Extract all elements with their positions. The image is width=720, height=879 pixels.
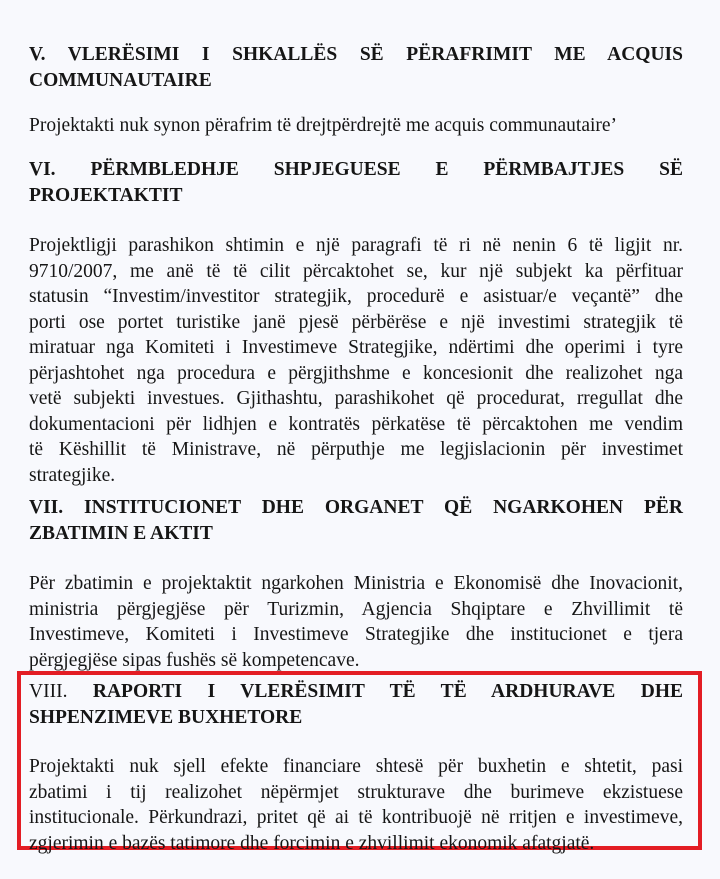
section-vi-heading — [29, 157, 683, 209]
paragraph-line: statusin “Investim/investitor strategjik, procedurë e asistuar/e veçantë” dhe — [29, 286, 683, 307]
paragraph-line: ministria përgjegjëse për Turizmin, Agjencia Shqiptare e Zhvillimit të — [29, 598, 683, 620]
section-vii-paragraph — [29, 571, 683, 673]
section-vii — [29, 495, 683, 673]
section-vii-number: VII. — [29, 497, 64, 518]
paragraph-line: zgjerimin e bazës tatimore dhe forcimin e zhvillimit ekonomik afatgjatë. — [29, 832, 595, 854]
section-viii-paragraph — [29, 754, 683, 856]
paragraph-line: zbatimi i tij realizohet nëpërmjet strukturave dhe burimeve ekzistuese — [29, 781, 683, 803]
section-viii — [29, 679, 683, 856]
paragraph-line: institucionale. Përkundrazi, pritet që ai të kontribuojë në rritjen e investimeve, — [29, 807, 683, 828]
section-v-heading-line2: COMMUNAUTAIRE — [29, 70, 212, 91]
section-vi-paragraph — [29, 233, 683, 488]
section-v-heading-line1 — [29, 42, 683, 68]
section-v-paragraph — [29, 113, 683, 139]
paragraph-line: Projektakti nuk synon përafrim të drejtpërdrejtë me acquis communautaire’ — [29, 115, 618, 136]
section-v — [29, 42, 683, 139]
paragraph-line: strategjike. — [29, 464, 116, 486]
section-v-heading — [29, 42, 683, 94]
section-v-number: V. — [29, 44, 46, 65]
paragraph-line: porti ose portet turistike janë pjesë përbërëse e një investimi strategjik të — [29, 311, 683, 333]
section-vii-title-line1: INSTITUCIONET DHE ORGANET QË NGARKOHEN PËR — [84, 497, 683, 518]
section-viii-title-line1: RAPORTI I VLERËSIMIT TË TË ARDHURAVE DHE — [92, 681, 683, 702]
section-viii-heading — [29, 679, 683, 731]
paragraph-line: miratuar nga Komiteti i Investimeve Strategjike, ndërtimi dhe operimi i tyre — [29, 337, 683, 358]
paragraph-line: 9710/2007, me anë të të cilit përcaktohet se, kur një subjekt ka përfituar — [29, 260, 683, 282]
paragraph-line: përjashtohet nga procedura e përgjithshme e koncesionit dhe realizohet nga — [29, 362, 683, 384]
section-v-title-line1: VLERËSIMI I SHKALLËS SË PËRAFRIMIT ME ACQUIS — [67, 44, 683, 65]
paragraph-line: të Këshillit të Ministrave, në përputhje me legjislacionin për investimet — [29, 439, 683, 460]
section-viii-heading-line2: SHPENZIMEVE BUXHETORE — [29, 707, 303, 728]
section-vii-heading-line2: ZBATIMIN E AKTIT — [29, 523, 213, 544]
paragraph-line: Për zbatimin e projektaktit ngarkohen Ministria e Ekonomisë dhe Inovacionit, — [29, 573, 683, 594]
section-vii-heading-line1 — [29, 495, 683, 521]
paragraph-line: dokumentacioni për lidhjen e kontratës përkatëse të përcaktohen me vendim — [29, 413, 683, 435]
section-vi-heading-line1 — [29, 157, 683, 183]
section-vii-heading — [29, 495, 683, 547]
section-viii-heading-line1 — [29, 679, 683, 705]
section-vi — [29, 157, 683, 488]
section-vi-heading-line2: PROJEKTAKTIT — [29, 185, 183, 206]
paragraph-line: Investimeve, Komiteti i Investimeve Strategjike dhe institucionet e tjera — [29, 624, 683, 645]
section-vi-title-line1: PËRMBLEDHJE SHPJEGUESE E PËRMBAJTJES SË — [90, 159, 683, 180]
paragraph-line: Projektligji parashikon shtimin e një paragrafi të ri në nenin 6 të ligjit nr. — [29, 235, 683, 256]
section-vi-number: VI. — [29, 159, 56, 180]
paragraph-line: vetë subjekti investues. Gjithashtu, parashikohet që procedurat, rregullat dhe — [29, 388, 683, 409]
paragraph-line: Projektakti nuk sjell efekte financiare shtesë për buxhetin e shtetit, pasi — [29, 756, 683, 777]
paragraph-line: përgjegjëse sipas fushës së kompetencave. — [29, 649, 360, 671]
section-viii-number: VIII. — [29, 681, 68, 702]
